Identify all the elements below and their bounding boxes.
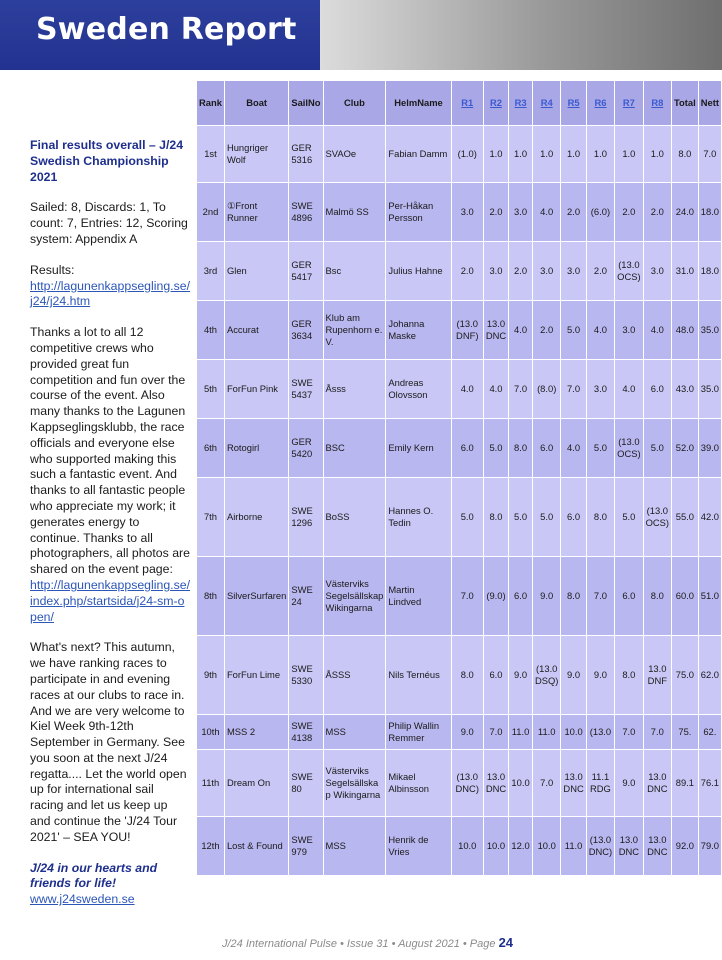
cell-r1: 9.0 xyxy=(451,715,483,750)
cell-r6: (6.0) xyxy=(586,183,614,242)
cell-r4: 4.0 xyxy=(532,183,560,242)
cell-r8: 2.0 xyxy=(643,183,671,242)
cell-helm: Mikael Albinsson xyxy=(386,750,451,817)
cell-r4: 1.0 xyxy=(532,126,560,183)
cell-r3: 12.0 xyxy=(509,817,533,876)
cell-boat: Glen xyxy=(224,242,288,301)
table-header-row xyxy=(197,81,722,126)
cell-r6: (13.0 DNC) xyxy=(586,817,614,876)
cell-r4: 6.0 xyxy=(532,419,560,478)
col-boat: Boat xyxy=(224,81,288,126)
cell-nett: 18.0 xyxy=(698,183,721,242)
cell-rank: 2nd xyxy=(197,183,225,242)
col-r5[interactable]: R5 xyxy=(561,81,586,126)
cell-r3: 6.0 xyxy=(509,557,533,636)
cell-r8: 7.0 xyxy=(643,715,671,750)
thanks-text: Thanks a lot to all 12 competitive crews who provided great fun competition and fun over the course of the event. Also many thanks to the Lagunen Kappseglingsklubb, the race officials and everyone else who supported making this such a fantastic event. And thanks to all fantastic people who appreciate my work; it generates energy to continue. Thanks to all photographers, all photos are shared on the event page: xyxy=(30,325,190,577)
cell-r2: 6.0 xyxy=(483,636,508,715)
table-row xyxy=(197,301,722,360)
cell-r6: 9.0 xyxy=(586,636,614,715)
cell-r3: 8.0 xyxy=(509,419,533,478)
cell-r7: 2.0 xyxy=(615,183,643,242)
results-table xyxy=(196,80,722,876)
cell-helm: Fabian Damm xyxy=(386,126,451,183)
results-paragraph xyxy=(30,263,190,310)
cell-helm: Henrik de Vries xyxy=(386,817,451,876)
cell-sail: SWE 5437 xyxy=(289,360,323,419)
website-link[interactable]: www.j24sweden.se xyxy=(30,892,135,907)
article-heading: Final results overall – J/24 Swedish Championship 2021 xyxy=(30,138,184,184)
footer-text: J/24 International Pulse • Issue 31 • August 2021 • Page xyxy=(222,938,496,950)
cell-sail: SWE 24 xyxy=(289,557,323,636)
cell-r2: 8.0 xyxy=(483,478,508,557)
table-row xyxy=(197,419,722,478)
table-row xyxy=(197,360,722,419)
cell-r4: (13.0 DSQ) xyxy=(532,636,560,715)
cell-r8: 1.0 xyxy=(643,126,671,183)
cell-r8: 3.0 xyxy=(643,242,671,301)
cell-total: 55.0 xyxy=(672,478,699,557)
cell-r5: 5.0 xyxy=(561,301,586,360)
cell-total: 52.0 xyxy=(672,419,699,478)
cell-r1: 3.0 xyxy=(451,183,483,242)
cell-r7: (13.0 OCS) xyxy=(615,419,643,478)
cell-r8: 8.0 xyxy=(643,557,671,636)
cell-boat: SilverSurfaren xyxy=(224,557,288,636)
cell-r1: (13.0 DNC) xyxy=(451,750,483,817)
cell-r1: 6.0 xyxy=(451,419,483,478)
col-helm: HelmName xyxy=(386,81,451,126)
cell-r5: 10.0 xyxy=(561,715,586,750)
cell-boat: ForFun Pink xyxy=(224,360,288,419)
cell-r1: 5.0 xyxy=(451,478,483,557)
cell-r7: 13.0 DNC xyxy=(615,817,643,876)
cell-rank: 4th xyxy=(197,301,225,360)
cell-boat: Rotogirl xyxy=(224,419,288,478)
cell-club: Klub am Rupenhorn e. V. xyxy=(323,301,386,360)
cell-r8: 6.0 xyxy=(643,360,671,419)
col-nett: Nett xyxy=(698,81,721,126)
cell-r3: 11.0 xyxy=(509,715,533,750)
cell-r6: 11.1 RDG xyxy=(586,750,614,817)
cell-club: Västerviks Segelsällska p Wikingarna xyxy=(323,750,386,817)
col-r7[interactable]: R7 xyxy=(615,81,643,126)
cell-boat: ①Front Runner xyxy=(224,183,288,242)
page-number: 24 xyxy=(498,935,514,950)
next-paragraph: What's next? This autumn, we have ranking races to participate in and evening races at our clubs to race in. And we are very welcome to Kiel Week 9th-12th September in Germany. See you soon at the next J/24 regatta.... Let the world open up for international sail racing and let us keep up and continue the 'J/24 Tour 2021' – SEA YOU! xyxy=(30,640,187,844)
col-r3[interactable]: R3 xyxy=(509,81,533,126)
cell-r1: 4.0 xyxy=(451,360,483,419)
cell-r4: 11.0 xyxy=(532,715,560,750)
cell-club: Bsc xyxy=(323,242,386,301)
cell-r8: 13.0 DNC xyxy=(643,817,671,876)
cell-r7: 4.0 xyxy=(615,360,643,419)
cell-helm: Philip Wallin Remmer xyxy=(386,715,451,750)
header-fade xyxy=(320,0,722,70)
cell-sail: SWE 4896 xyxy=(289,183,323,242)
cell-club: ÅSSS xyxy=(323,636,386,715)
cell-r4: 7.0 xyxy=(532,750,560,817)
cell-nett: 76.1 xyxy=(698,750,721,817)
cell-r1: 10.0 xyxy=(451,817,483,876)
cell-r2: 5.0 xyxy=(483,419,508,478)
cell-r4: 3.0 xyxy=(532,242,560,301)
closing-paragraph xyxy=(30,861,190,908)
col-club: Club xyxy=(323,81,386,126)
cell-total: 24.0 xyxy=(672,183,699,242)
cell-club: Malmö SS xyxy=(323,183,386,242)
cell-nett: 35.0 xyxy=(698,360,721,419)
cell-boat: Dream On xyxy=(224,750,288,817)
cell-r3: 10.0 xyxy=(509,750,533,817)
cell-r3: 4.0 xyxy=(509,301,533,360)
cell-r6: 2.0 xyxy=(586,242,614,301)
table-row xyxy=(197,242,722,301)
cell-total: 8.0 xyxy=(672,126,699,183)
cell-total: 75. xyxy=(672,715,699,750)
cell-r3: 7.0 xyxy=(509,360,533,419)
table-row xyxy=(197,478,722,557)
cell-r2: 13.0 DNC xyxy=(483,301,508,360)
event-link[interactable]: http://lagunenkappsegling.se/index.php/startsida/j24-sm-open/ xyxy=(30,577,190,624)
cell-sail: GER 3634 xyxy=(289,301,323,360)
cell-nett: 7.0 xyxy=(698,126,721,183)
thanks-paragraph xyxy=(30,325,190,625)
cell-helm: Martin Lindved xyxy=(386,557,451,636)
cell-rank: 7th xyxy=(197,478,225,557)
regatta-stats: Sailed: 8, Discards: 1, To count: 7, Entries: 12, Scoring system: Appendix A xyxy=(30,200,188,246)
cell-r5: 2.0 xyxy=(561,183,586,242)
cell-r6: (13.0 xyxy=(586,715,614,750)
cell-r2: 7.0 xyxy=(483,715,508,750)
cell-boat: Accurat xyxy=(224,301,288,360)
cell-sail: SWE 80 xyxy=(289,750,323,817)
results-link[interactable]: http://lagunenkappsegling.se/j24/j24.htm xyxy=(30,278,190,309)
cell-sail: SWE 1296 xyxy=(289,478,323,557)
cell-r5: 3.0 xyxy=(561,242,586,301)
cell-r4: 9.0 xyxy=(532,557,560,636)
page-title: Sweden Report xyxy=(36,12,297,47)
cell-boat: Airborne xyxy=(224,478,288,557)
cell-rank: 10th xyxy=(197,715,225,750)
cell-r5: 11.0 xyxy=(561,817,586,876)
cell-r5: 8.0 xyxy=(561,557,586,636)
cell-boat: MSS 2 xyxy=(224,715,288,750)
table-row xyxy=(197,750,722,817)
cell-helm: Nils Ternéus xyxy=(386,636,451,715)
cell-r4: 5.0 xyxy=(532,478,560,557)
cell-r4: 10.0 xyxy=(532,817,560,876)
cell-r1: 2.0 xyxy=(451,242,483,301)
page-footer xyxy=(222,935,702,950)
cell-r2: 10.0 xyxy=(483,817,508,876)
cell-r7: 3.0 xyxy=(615,301,643,360)
cell-r3: 3.0 xyxy=(509,183,533,242)
cell-nett: 62. xyxy=(698,715,721,750)
cell-club: Åsss xyxy=(323,360,386,419)
cell-r6: 5.0 xyxy=(586,419,614,478)
table-row xyxy=(197,183,722,242)
cell-total: 89.1 xyxy=(672,750,699,817)
cell-club: SVAOe xyxy=(323,126,386,183)
col-sail: SailNo xyxy=(289,81,323,126)
cell-r6: 7.0 xyxy=(586,557,614,636)
cell-r1: 7.0 xyxy=(451,557,483,636)
table-row xyxy=(197,126,722,183)
cell-r1: (13.0 DNF) xyxy=(451,301,483,360)
cell-boat: ForFun Lime xyxy=(224,636,288,715)
cell-rank: 3rd xyxy=(197,242,225,301)
cell-sail: GER 5316 xyxy=(289,126,323,183)
cell-total: 48.0 xyxy=(672,301,699,360)
cell-r7: 6.0 xyxy=(615,557,643,636)
cell-club: MSS xyxy=(323,715,386,750)
cell-boat: Hungriger Wolf xyxy=(224,126,288,183)
cell-helm: Hannes O. Tedin xyxy=(386,478,451,557)
cell-nett: 42.0 xyxy=(698,478,721,557)
cell-r7: 9.0 xyxy=(615,750,643,817)
cell-nett: 35.0 xyxy=(698,301,721,360)
cell-r2: 4.0 xyxy=(483,360,508,419)
cell-r2: 2.0 xyxy=(483,183,508,242)
cell-r5: 13.0 DNC xyxy=(561,750,586,817)
cell-total: 43.0 xyxy=(672,360,699,419)
cell-r6: 1.0 xyxy=(586,126,614,183)
cell-r2: 1.0 xyxy=(483,126,508,183)
cell-r7: 1.0 xyxy=(615,126,643,183)
cell-total: 75.0 xyxy=(672,636,699,715)
cell-r2: 3.0 xyxy=(483,242,508,301)
table-row xyxy=(197,715,722,750)
cell-r5: 1.0 xyxy=(561,126,586,183)
col-r6[interactable]: R6 xyxy=(586,81,614,126)
cell-r2: 13.0 DNC xyxy=(483,750,508,817)
cell-rank: 6th xyxy=(197,419,225,478)
cell-helm: Julius Hahne xyxy=(386,242,451,301)
cell-club: Västerviks Segelsällskap Wikingarna xyxy=(323,557,386,636)
cell-r3: 9.0 xyxy=(509,636,533,715)
cell-sail: GER 5417 xyxy=(289,242,323,301)
cell-club: MSS xyxy=(323,817,386,876)
cell-r3: 2.0 xyxy=(509,242,533,301)
cell-r7: 8.0 xyxy=(615,636,643,715)
cell-helm: Emily Kern xyxy=(386,419,451,478)
col-rank: Rank xyxy=(197,81,225,126)
cell-r2: (9.0) xyxy=(483,557,508,636)
cell-r8: 13.0 DNC xyxy=(643,750,671,817)
cell-r3: 1.0 xyxy=(509,126,533,183)
cell-rank: 9th xyxy=(197,636,225,715)
table-row xyxy=(197,636,722,715)
cell-club: BSC xyxy=(323,419,386,478)
results-label: Results: xyxy=(30,262,75,277)
cell-r5: 6.0 xyxy=(561,478,586,557)
cell-nett: 79.0 xyxy=(698,817,721,876)
cell-r6: 3.0 xyxy=(586,360,614,419)
cell-r8: (13.0 OCS) xyxy=(643,478,671,557)
cell-r3: 5.0 xyxy=(509,478,533,557)
cell-nett: 51.0 xyxy=(698,557,721,636)
cell-total: 31.0 xyxy=(672,242,699,301)
cell-sail: SWE 4138 xyxy=(289,715,323,750)
cell-sail: GER 5420 xyxy=(289,419,323,478)
cell-rank: 8th xyxy=(197,557,225,636)
cell-r6: 8.0 xyxy=(586,478,614,557)
cell-rank: 12th xyxy=(197,817,225,876)
cell-r7: (13.0 OCS) xyxy=(615,242,643,301)
cell-rank: 1st xyxy=(197,126,225,183)
cell-r8: 4.0 xyxy=(643,301,671,360)
table-row xyxy=(197,557,722,636)
cell-nett: 18.0 xyxy=(698,242,721,301)
cell-r4: (8.0) xyxy=(532,360,560,419)
cell-helm: Per-Håkan Persson xyxy=(386,183,451,242)
cell-nett: 39.0 xyxy=(698,419,721,478)
col-total: Total xyxy=(672,81,699,126)
cell-helm: Andreas Olovsson xyxy=(386,360,451,419)
cell-club: BoSS xyxy=(323,478,386,557)
sidebar-article xyxy=(30,138,190,923)
cell-r8: 13.0 DNF xyxy=(643,636,671,715)
cell-sail: SWE 5330 xyxy=(289,636,323,715)
cell-helm: Johanna Maske xyxy=(386,301,451,360)
cell-nett: 62.0 xyxy=(698,636,721,715)
cell-r6: 4.0 xyxy=(586,301,614,360)
cell-r5: 7.0 xyxy=(561,360,586,419)
cell-rank: 11th xyxy=(197,750,225,817)
cell-boat: Lost & Found xyxy=(224,817,288,876)
cell-r1: (1.0) xyxy=(451,126,483,183)
cell-r1: 8.0 xyxy=(451,636,483,715)
col-r2[interactable]: R2 xyxy=(483,81,508,126)
cell-r5: 9.0 xyxy=(561,636,586,715)
cell-r5: 4.0 xyxy=(561,419,586,478)
cell-r8: 5.0 xyxy=(643,419,671,478)
cell-r7: 7.0 xyxy=(615,715,643,750)
table-row xyxy=(197,817,722,876)
cell-sail: SWE 979 xyxy=(289,817,323,876)
motto-text: J/24 in our hearts and friends for life! xyxy=(30,860,158,891)
cell-total: 92.0 xyxy=(672,817,699,876)
cell-rank: 5th xyxy=(197,360,225,419)
col-r4[interactable]: R4 xyxy=(532,81,560,126)
cell-total: 60.0 xyxy=(672,557,699,636)
cell-r7: 5.0 xyxy=(615,478,643,557)
col-r1[interactable]: R1 xyxy=(451,81,483,126)
cell-r4: 2.0 xyxy=(532,301,560,360)
col-r8[interactable]: R8 xyxy=(643,81,671,126)
